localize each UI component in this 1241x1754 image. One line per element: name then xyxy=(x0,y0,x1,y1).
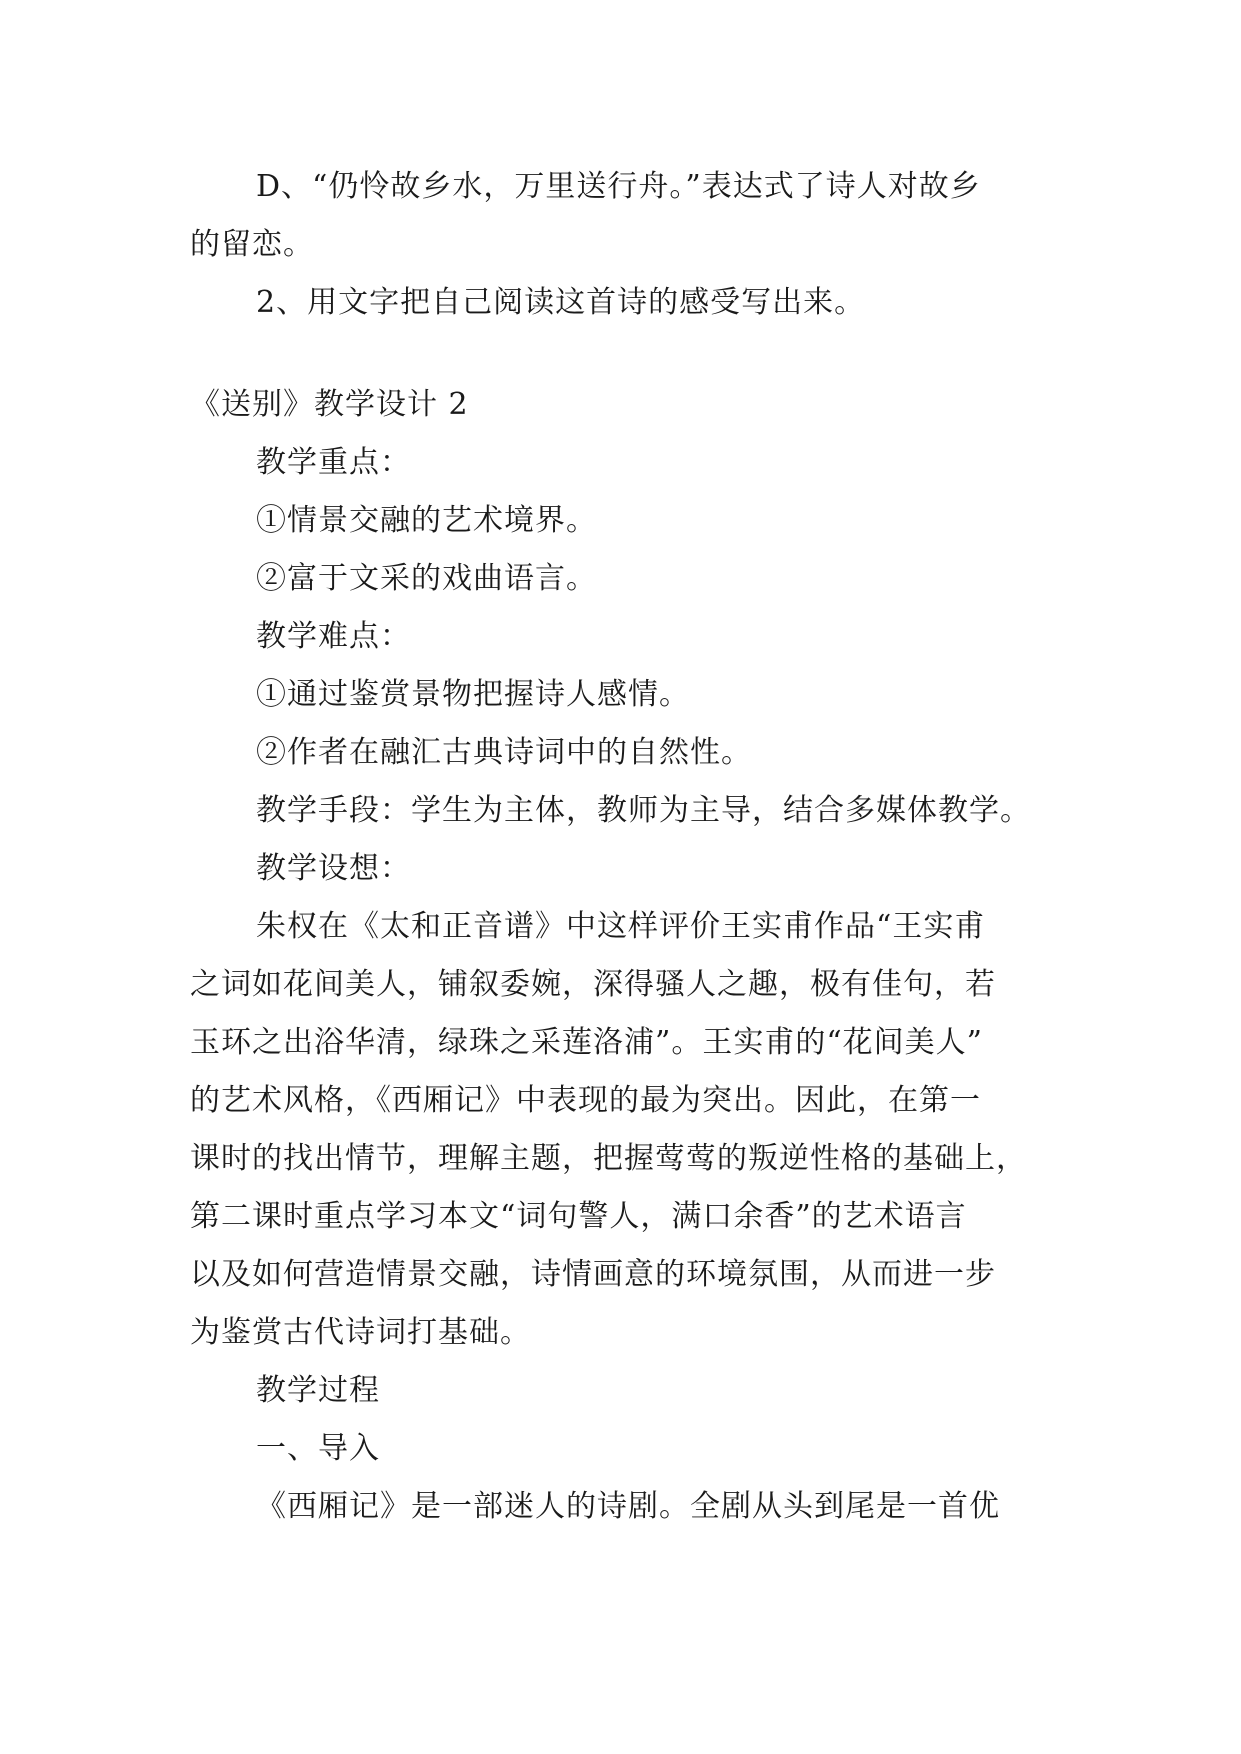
paragraph-line: 玉环之出浴华清，绿珠之采莲洛浦”。王实甫的“花间美人” xyxy=(190,1025,984,1060)
teaching-concept-heading: 教学设想： xyxy=(256,851,411,886)
question-2: 2、用文字把自己阅读这首诗的感受写出来。 xyxy=(256,285,866,320)
paragraph-line: 之词如花间美人，铺叙委婉，深得骚人之趣，极有佳句，若 xyxy=(190,967,996,1002)
teaching-focus-item-2: ②富于文采的戏曲语言。 xyxy=(256,561,597,596)
paragraph-line: 课时的找出情节，理解主题，把握莺莺的叛逆性格的基础上， xyxy=(190,1141,1027,1176)
introduction-heading: 一、导入 xyxy=(256,1431,380,1466)
introduction-paragraph: 《西厢记》是一部迷人的诗剧。全剧从头到尾是一首优 xyxy=(256,1489,1000,1524)
paragraph-line: 为鉴赏古代诗词打基础。 xyxy=(190,1315,531,1350)
teaching-focus-item-1: ①情景交融的艺术境界。 xyxy=(256,503,597,538)
teaching-process-heading: 教学过程 xyxy=(256,1373,380,1408)
paragraph-line: 朱权在《太和正音谱》中这样评价王实甫作品“王实甫 xyxy=(256,909,986,944)
teaching-difficulty-item-1: ①通过鉴赏景物把握诗人感情。 xyxy=(256,677,690,712)
paragraph-line: 的艺术风格，《西厢记》中表现的最为突出。因此，在第一 xyxy=(190,1083,981,1118)
paragraph-line: 第二课时重点学习本文“词句警人，满口余香”的艺术语言 xyxy=(190,1199,967,1234)
section-title: 《送别》教学设计 2 xyxy=(190,387,469,422)
teaching-focus-heading: 教学重点： xyxy=(256,445,411,480)
option-d-line-1: D、“仍怜故乡水，万里送行舟。”表达式了诗人对故乡 xyxy=(256,169,981,204)
teaching-means: 教学手段：学生为主体，教师为主导，结合多媒体教学。 xyxy=(256,793,1031,828)
teaching-difficulty-item-2: ②作者在融汇古典诗词中的自然性。 xyxy=(256,735,752,770)
option-d-line-2: 的留恋。 xyxy=(190,227,314,262)
paragraph-line: 以及如何营造情景交融，诗情画意的环境氛围，从而进一步 xyxy=(190,1257,996,1292)
teaching-difficulty-heading: 教学难点： xyxy=(256,619,411,654)
